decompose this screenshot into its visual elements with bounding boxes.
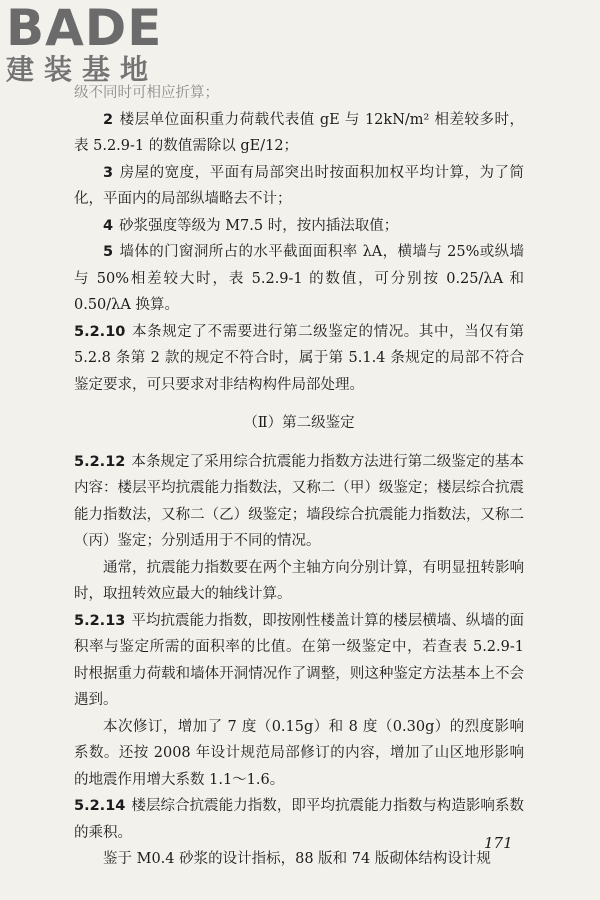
item-text: 砂浆强度等级为 M7.5 时，按内插法取值； [119, 217, 399, 234]
item-number: 5 [103, 244, 114, 260]
clause-number: 5.2.10 [74, 323, 126, 340]
item-text: 房屋的宽度，平面有局部突出时按面积加权平均计算，为了简化，平面内的局部纵墙略去不计； [74, 164, 524, 207]
logo-subtitle: 建装基地 [6, 53, 159, 86]
clause-number: 5.2.13 [74, 612, 126, 629]
clause-5-2-10 [74, 319, 524, 399]
clause-text: 本条规定了不需要进行第二级鉴定的情况。其中，当仅有第 5.2.8 条第 2 款的规定不符合时，属于第 5.1.4 条规定的局部不符合鉴定要求，可只要求对非结构构件局部处理。 [74, 323, 524, 393]
clause-text: 本条规定了采用综合抗震能力指数方法进行第二级鉴定的基本内容：楼层平均抗震能力指数法，又称二（甲）级鉴定；楼层综合抗震能力指数法，又称二（乙）级鉴定；墙段综合抗震能力指数法，又称二（丙）鉴定；分别适用于不同的情况。 [74, 453, 524, 549]
clause-5-2-12 [74, 449, 524, 555]
item-text: 墙体的门窗洞所占的水平截面面积率 λA，横墙与 25%或纵墙与 50%相差较大时，表 5.2.9-1 的数值，可分别按 0.25/λA 和 0.50/λA 换算。 [74, 244, 524, 313]
list-item [74, 160, 524, 213]
logo-brand: BADE [6, 0, 163, 57]
page-body [74, 80, 524, 873]
page-number: 171 [484, 834, 513, 852]
clause-5-2-13 [74, 608, 524, 714]
list-item [74, 107, 524, 160]
paragraph: 本次修订，增加了 7 度（0.15g）和 8 度（0.30g）的烈度影响系数。还按 2008 年设计规范局部修订的内容，增加了山区地形影响的地震作用增大系数 1.1～1.6。 [74, 718, 524, 788]
clause-number: 5.2.12 [74, 453, 126, 470]
item-number: 4 [103, 217, 114, 234]
clause-text: 楼层综合抗震能力指数，即平均抗震能力指数与构造影响系数的乘积。 [74, 798, 524, 841]
item-number: 3 [103, 164, 114, 181]
clause-text: 平均抗震能力指数，即按刚性楼盖计算的楼层横墙、纵墙的面积率与鉴定所需的面积率的比值。在第一级鉴定中，若查表 5.2.9-1 时根据重力荷载和墙体开洞情况作了调整，则这种鉴定方法基本上不会遇到。 [74, 612, 524, 708]
paragraph: 通常，抗震能力指数要在两个主轴方向分别计算，有明显扭转影响时，取扭转效应最大的轴线计算。 [74, 559, 524, 602]
clause-number: 5.2.14 [74, 798, 126, 814]
list-item [74, 239, 524, 319]
list-item [74, 213, 524, 240]
section-heading: （Ⅱ）第二级鉴定 [243, 415, 355, 431]
clause-5-2-14 [74, 793, 524, 846]
paragraph: 鉴于 M0.4 砂浆的设计指标，88 版和 74 版砌体结构设计规 [103, 851, 491, 867]
item-text: 楼层单位面积重力荷载代表值 gE 与 12kN/m² 相差较多时，表 5.2.9-1 的数值需除以 gE/12； [74, 111, 524, 154]
paragraph-continuation: 级不同时可相应折算； [74, 85, 219, 101]
item-number: 2 [103, 111, 114, 128]
